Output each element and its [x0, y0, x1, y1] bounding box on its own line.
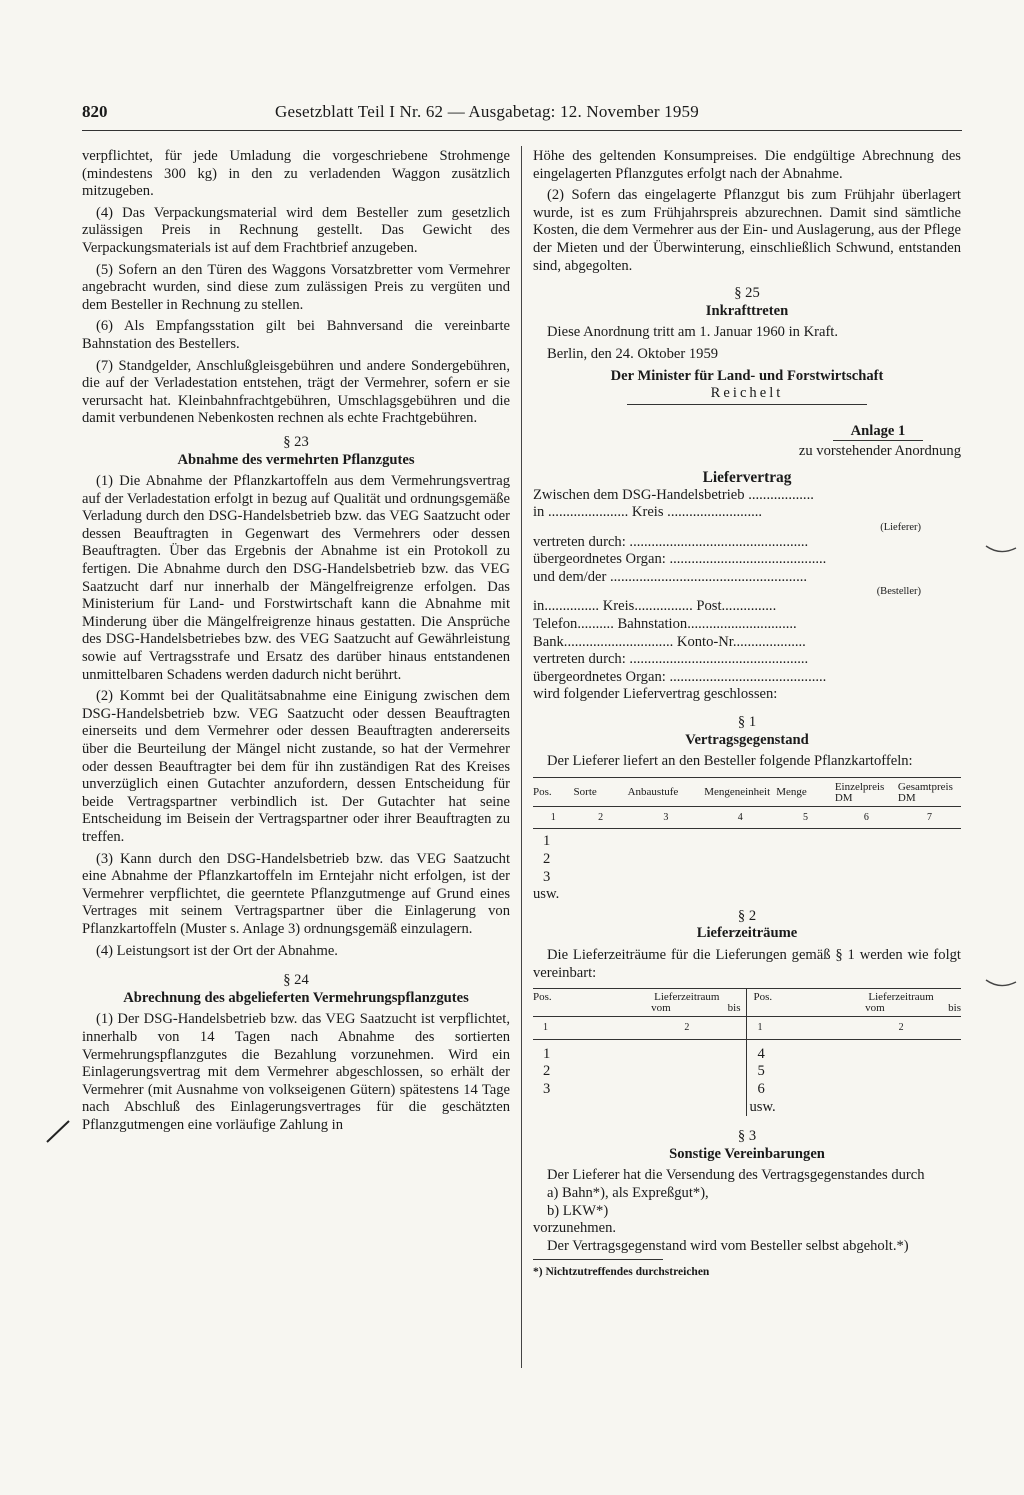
paragraph: (1) Die Abnahme der Pflanzkartoffeln aus dem Vermehrungsvertrag auf der Verladestation erfolgt in bezug auf Qualität und ordnungsgemäße Verladung durch den DSG-Handelsbetrieb bzw. das VEG Saatzucht oder dessen Beauftragten in Gegenwart des Vermehrers oder dessen Beauftragten. Über das Ergebnis der Abnahme ist ein Protokoll zu fertigen. Die Abnahme durch den DSG-Handelsbetrieb bzw. das VEG Saatzucht darf nur innerhalb der Mängelfreigrenze erfolgen. Das Ministerium für Land- und Forstwirtschaft kann die Abnahme mit Minderung über die Mängelfreigrenze hinaus gestatten. Die Ansprüche des DSG-Handelsbetriebes bzw. des VEG Saatzucht auf Gewährleistung sowie auf Vertragsstrafe und Ersatz des darüber hinaus entstandenen unmittelbaren Schadens werden dadurch nicht berührt.	[82, 473, 510, 683]
margin-mark	[984, 974, 1018, 990]
table-row: 3	[543, 868, 551, 885]
section-number: § 3	[737, 1128, 757, 1145]
table-row: 5	[757, 1063, 765, 1080]
paragraph: Der Lieferer hat die Versendung des Vertragsgegenstandes durch	[547, 1167, 925, 1184]
column-number: 1	[533, 1017, 627, 1040]
range-label: Lieferzeitraum	[654, 991, 720, 1004]
table-row: usw.	[533, 886, 560, 903]
column-number: 1	[747, 1017, 841, 1040]
column-divider	[521, 146, 522, 1368]
contract-title: Liefervertrag	[702, 468, 792, 486]
option-line: a) Bahn*), als Expreßgut*),	[547, 1184, 709, 1201]
table-header: Mengeneinheit	[704, 777, 776, 806]
place-date: Berlin, den 24. Oktober 1959	[547, 345, 719, 362]
from-label: vom	[651, 1002, 671, 1015]
paragraph: (6) Als Empfangsstation gilt bei Bahnversand die vereinbarte Bahnstation des Bestellers.	[82, 318, 510, 352]
section-title: Vertragsgegenstand	[685, 731, 809, 748]
column-number: 2	[574, 806, 628, 829]
section-title: Abrechnung des abgelieferten Vermehrungspflanzgutes	[123, 989, 469, 1006]
paragraph: verpflichtet, für jede Umladung die vorgeschriebene Strohmenge (mindestens 300 kg) in den zu verladenden Waggon zusätzlich mitzugeben.	[82, 148, 510, 200]
annex-subtitle: zu vorstehender Anordnung	[798, 443, 961, 460]
form-line: übergeordnetes Organ: ...........................................	[533, 668, 827, 685]
section-title: Abnahme des vermehrten Pflanzgutes	[177, 451, 415, 468]
table-row: 4	[757, 1045, 765, 1062]
paragraph: (3) Kann durch den DSG-Handelsbetrieb bzw. das VEG Saatzucht eine Abnahme der Pflanzkartoffeln im Erntejahr nicht erfolgen, ist der Vermehrer verpflichtet, die geerntete Pflanzgutmenge auf Grund eines Vertrages mit seinem Vertragspartner über die Einlagerung von Pflanzkartoffeln (Muster s. Anlage 3) ordnungsgemäß einzulagern.	[82, 850, 510, 937]
paragraph: (2) Sofern das eingelagerte Pflanzgut bis zum Frühjahr überlagert wurde, ist es zum Frühjahrspreis abzurechnen. Damit sind sämtliche Kosten, die dem Vermehrer aus der Ein- und Auslagerung, aus der Pflege der Mieten und der Überwinterung, einschließlich Schwund, entstanden sind, abgegolten.	[533, 187, 961, 274]
form-label: (Besteller)	[876, 586, 921, 598]
paragraph: (2) Kommt bei der Qualitätsabnahme eine Einigung zwischen dem DSG-Handelsbetrieb bzw. VEG Saatzucht oder dessen Beauftragten einerseits und dem Vermehrer oder dessen Beauftragten andererseits über die Beurteilung der Mängel nicht zustande, so hat der Vermehrer oder dessen Beauftragter bei dem für ihn zuständigen Rat des Kreises unverzüglich einen Gutachter anzufordern, dessen Entscheidung für beide Vertragspartner verbindlich ist. Der Gutachter hat seine Entscheidung im Beisein der Vertragspartner oder ihrer Beauftragten zu treffen.	[82, 688, 510, 845]
section-number: § 23	[283, 433, 309, 450]
form-line: Bank.............................. Konto-Nr....................	[533, 633, 806, 650]
pen-mark	[44, 1118, 72, 1144]
left-column	[82, 148, 510, 1138]
table-row: 2	[543, 1063, 551, 1080]
margin-mark	[984, 540, 1018, 556]
table-row: 1	[543, 1045, 551, 1062]
table-cell	[627, 1039, 747, 1116]
table-header	[627, 989, 747, 1017]
form-line: Zwischen dem DSG-Handelsbetrieb ..................	[533, 486, 814, 503]
table-cell	[533, 1039, 627, 1116]
form-label: (Lieferer)	[880, 521, 921, 533]
form-line: und dem/der ......................................................	[533, 568, 808, 585]
from-label: vom	[865, 1002, 885, 1015]
table-cell	[747, 1039, 841, 1116]
column-number: 6	[835, 806, 898, 829]
paragraph: Die Lieferzeiträume für die Lieferungen gemäß § 1 werden wie folgt vereinbart:	[533, 946, 961, 981]
footnote: *) Nichtzutreffendes durchstreichen	[533, 1259, 663, 1282]
paragraph: Diese Anordnung tritt am 1. Januar 1960 in Kraft.	[547, 324, 839, 341]
form-line: in............... Kreis................ Post...............	[533, 598, 777, 615]
form-line: vertreten durch: .................................................	[533, 533, 809, 550]
section-number: § 2	[737, 907, 757, 924]
form-line: übergeordnetes Organ: ...........................................	[533, 551, 827, 568]
table-header: Gesamtpreis DM	[898, 777, 961, 806]
column-number: 2	[841, 1017, 961, 1040]
table-row: usw.	[749, 1098, 776, 1115]
delivery-periods-table	[533, 988, 961, 1116]
table-header	[841, 989, 961, 1017]
form-line: wird folgender Liefervertrag geschlossen:	[533, 686, 778, 703]
form-line: Telefon.......... Bahnstation..............................	[533, 616, 797, 633]
paragraph: (1) Der DSG-Handelsbetrieb bzw. das VEG Saatzucht ist verpflichtet, innerhalb von 14 Tagen nach Abnahme des sortierten Vermehrungspflanzgutes die Bezahlung vorzunehmen. Wird ein Einlagerungsvertrag mit dem Vermehrer abgeschlossen, so erhält der Vermehrer (mit Ausnahme von volkseigenen Gütern) spätestens 14 Tage nach Abschluß des Einlagerungsvertrages für die geschätzten Pflanzgutmengen eine vorläufige Zahlung in	[82, 1011, 510, 1133]
option-line: b) LKW*)	[547, 1202, 609, 1219]
page-number: 820	[82, 102, 108, 121]
section-number: § 25	[734, 285, 760, 302]
table-row: 6	[757, 1080, 765, 1097]
annex-label: Anlage 1	[833, 423, 923, 442]
table-cell	[841, 1039, 961, 1116]
paragraph: Höhe des geltenden Konsumpreises. Die endgültige Abrechnung des eingelagerten Pflanzgutes erfolgt nach der Abnahme.	[533, 148, 961, 182]
right-column	[533, 148, 961, 1282]
to-label: bis	[948, 1002, 961, 1015]
table-header: Pos.	[533, 777, 574, 806]
form-line: in ...................... Kreis ..........................	[533, 504, 763, 521]
table-row: 1	[543, 833, 551, 850]
column-number: 4	[704, 806, 776, 829]
option-line: vorzunehmen.	[533, 1220, 617, 1237]
paragraph: Der Lieferer liefert an den Besteller folgende Pflanzkartoffeln:	[547, 753, 913, 770]
page-header	[82, 102, 962, 126]
table-header: Pos.	[747, 989, 841, 1017]
section-title: Inkrafttreten	[705, 302, 789, 319]
minister-title: Der Minister für Land- und Forstwirtschaft	[610, 367, 884, 384]
section-number: § 24	[283, 972, 309, 989]
paragraph: Der Vertragsgegenstand wird vom Besteller selbst abgeholt.*)	[547, 1237, 909, 1254]
items-table	[533, 777, 961, 830]
table-header: Anbaustufe	[628, 777, 705, 806]
table-header: Sorte	[574, 777, 628, 806]
column-number: 7	[898, 806, 961, 829]
paragraph: (4) Das Verpackungsmaterial wird dem Besteller zum gesetzlich zulässigen Preis in Rechnung gestellt. Das Gewicht des Verpackungsmaterials ist auf dem Frachtbrief anzugeben.	[82, 204, 510, 256]
table-row: 3	[543, 1080, 551, 1097]
column-number: 1	[533, 806, 574, 829]
section-title: Sonstige Vereinbarungen	[669, 1145, 825, 1162]
page-title: Gesetzblatt Teil I Nr. 62 — Ausgabetag: 12. November 1959	[275, 102, 699, 121]
section-number: § 1	[737, 714, 757, 731]
column-number: 2	[627, 1017, 747, 1040]
header-rule	[82, 130, 962, 131]
table-header: Pos.	[533, 989, 627, 1017]
section-title: Lieferzeiträume	[696, 925, 798, 942]
paragraph: (5) Sofern an den Türen des Waggons Vorsatzbretter vom Vermehrer angebracht wurden, sind diese zum zulässigen Preis zu vergüten und dem Besteller in Rechnung zu stellen.	[82, 261, 510, 313]
range-label: Lieferzeitraum	[868, 991, 934, 1004]
signature-name: Reichelt	[627, 385, 867, 405]
table-header: Menge	[776, 777, 835, 806]
form-line: vertreten durch: .................................................	[533, 651, 809, 668]
to-label: bis	[727, 1002, 741, 1015]
paragraph: (4) Leistungsort ist der Ort der Abnahme.	[96, 942, 338, 959]
column-number: 3	[628, 806, 705, 829]
paragraph: (7) Standgelder, Anschlußgleisgebühren und andere Sondergebühren, die auf der Verladestation entstehen, trägt der Vermehrer, sofern er sie verursacht hat. Kleinbahnfrachtgebühren, Umschlagsgebühren und die damit verbundenen Nebenkosten rechnen als echte Frachtgebühren.	[82, 357, 510, 427]
table-header: Einzelpreis DM	[835, 777, 898, 806]
table-row: 2	[543, 851, 551, 867]
items-rows	[533, 833, 961, 903]
column-number: 5	[776, 806, 835, 829]
